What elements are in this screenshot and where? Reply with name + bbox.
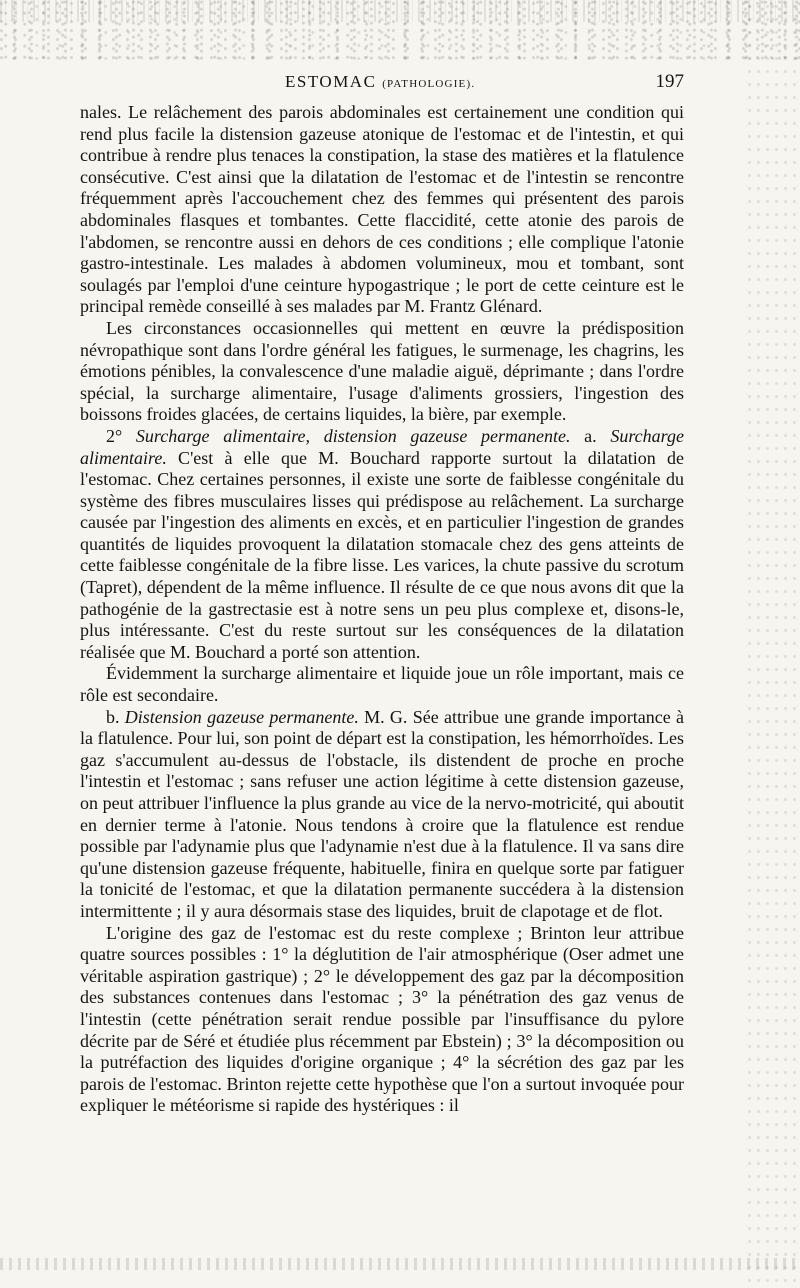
running-title-sub: (PATHOLOGIE). (382, 78, 476, 90)
text-run: Évidemment la surcharge alimentaire et liquide joue un rôle important, mais ce rôle est secondaire. (80, 663, 684, 706)
paragraph (80, 318, 684, 426)
text-run: Les circonstances occasionnelles qui mettent en œuvre la prédisposition névropathique sont dans l'ordre général les fatigues, le surmenage, les chagrins, les émotions pénibles, la convalescence d'une maladie aiguë, déprimante ; dans l'ordre spécial, la surcharge alimentaire, l'usage d'aliments grossiers, l'ingestion des boissons froides glacées, de certains liquides, la bière, par exemple. (80, 317, 684, 425)
text-run: 2° (106, 425, 136, 446)
paragraph (80, 707, 684, 923)
text-run: b. (106, 706, 125, 727)
text-run: L'origine des gaz de l'estomac est du reste complexe ; Brinton leur attribue quatre sources possibles : 1° la déglutition de l'air atmosphérique (Oser admet une véritable aspiration gastrique) ; 2° le développement des gaz par la décomposition des substances contenues dans l'estomac ; 3° la pénétration des gaz venus de l'intestin (cette pénétration serait rendue possible par l'insuffisance du pylore décrite par de Séré et étudiée plus récemment par Ebstein) ; 3° la décomposition ou la putréfaction des liquides d'origine organique ; 4° la sécrétion des gaz par les parois de l'estomac. Brinton rejette cette hypothèse que l'on a surtout invoquée pour expliquer le météorisme si rapide des hystériques : il (80, 922, 684, 1116)
italic-run: Surcharge alimentaire. (80, 425, 684, 468)
paragraph (80, 426, 684, 664)
text-run: a. (570, 425, 611, 446)
text-run: nales. Le relâchement des parois abdominales est certainement une condition qui rend plus facile la distension gazeuse atonique de l'estomac et de l'intestin, et qui contribue à rendre plus tenaces la constipation, la stase des matières et la flatulence consécutive. C'est ainsi que la dilatation de l'estomac et de l'intestin se rencontre fréquemment après l'accouchement chez des femmes qui présentent des parois abdominales flasques et tombantes. Cette flaccidité, cette atonie des parois de l'abdomen, se rencontre aussi en dehors de ces conditions ; elle complique l'atonie gastro-intestinale. Les malades à abdomen volumineux, mou et tombant, sont soulagés par l'emploi d'une ceinture hypogastrique ; le port de cette ceinture est le principal remède conseillé à ses malades par M. Frantz Glénard. (80, 102, 684, 317)
running-title (285, 72, 475, 92)
scan-noise-top (0, 0, 800, 60)
paragraph (80, 923, 684, 1117)
page-number: 197 (655, 71, 684, 92)
running-header (80, 72, 684, 96)
paragraph (80, 102, 684, 318)
scan-noise-right (745, 0, 800, 1288)
italic-run: Surcharge alimentaire, distension gazeuse permanente. (135, 425, 571, 446)
running-title-main: ESTOMAC (285, 72, 377, 91)
paragraph (80, 663, 684, 706)
italic-run: Distension gazeuse permanente. (124, 706, 359, 727)
text-run: C'est à elle que M. Bouchard rapporte surtout la dilatation de l'estomac. Chez certaines personnes, il existe une sorte de faiblesse congénitale du système des fibres musculaires lisses qui prédispose au relâchement. La surcharge causée par l'ingestion des aliments en excès, et en particulier l'ingestion de grandes quantités de liquides provoquent la dilatation stomacale chez des gens atteints de cette faiblesse congénitale de la fibre lisse. Les varices, la chute passive du scrotum (Tapret), dépendent de la même influence. Il résulte de ce que nous avons dit que la pathogénie de la gastrectasie est à notre sens un peu plus complexe et, disons-le, plus intéressante. C'est du reste surtout sur les conséquences de la dilatation réalisée que M. Bouchard a porté son attention. (80, 447, 684, 662)
text-run: M. G. Sée attribue une grande importance à la flatulence. Pour lui, son point de départ est la constipation, les hémorrhoïdes. Les gaz s'accumulent au-dessus de l'obstacle, ils distendent de proche en proche l'intestin et l'estomac ; sans refuser une action légitime à cette distension gazeuse, on peut attribuer l'influence la plus grande au vice de la nervo-motricité, qui aboutit en dernier terme à l'atonie. Nous tendons à croire que la flatulence est rendue possible par l'adynamie plus que l'adynamie n'est due à la flatulence. Il va sans dire qu'une distension gazeuse fréquente, habituelle, finira en quelque sorte par fatiguer la tonicité de l'estomac, et que la dilatation permanente succédera à la distension intermittente ; il y aura désormais stase des liquides, bruit de clapotage et de flot. (80, 706, 685, 921)
scan-noise-bottom (0, 1258, 800, 1270)
body-text (80, 102, 684, 1117)
